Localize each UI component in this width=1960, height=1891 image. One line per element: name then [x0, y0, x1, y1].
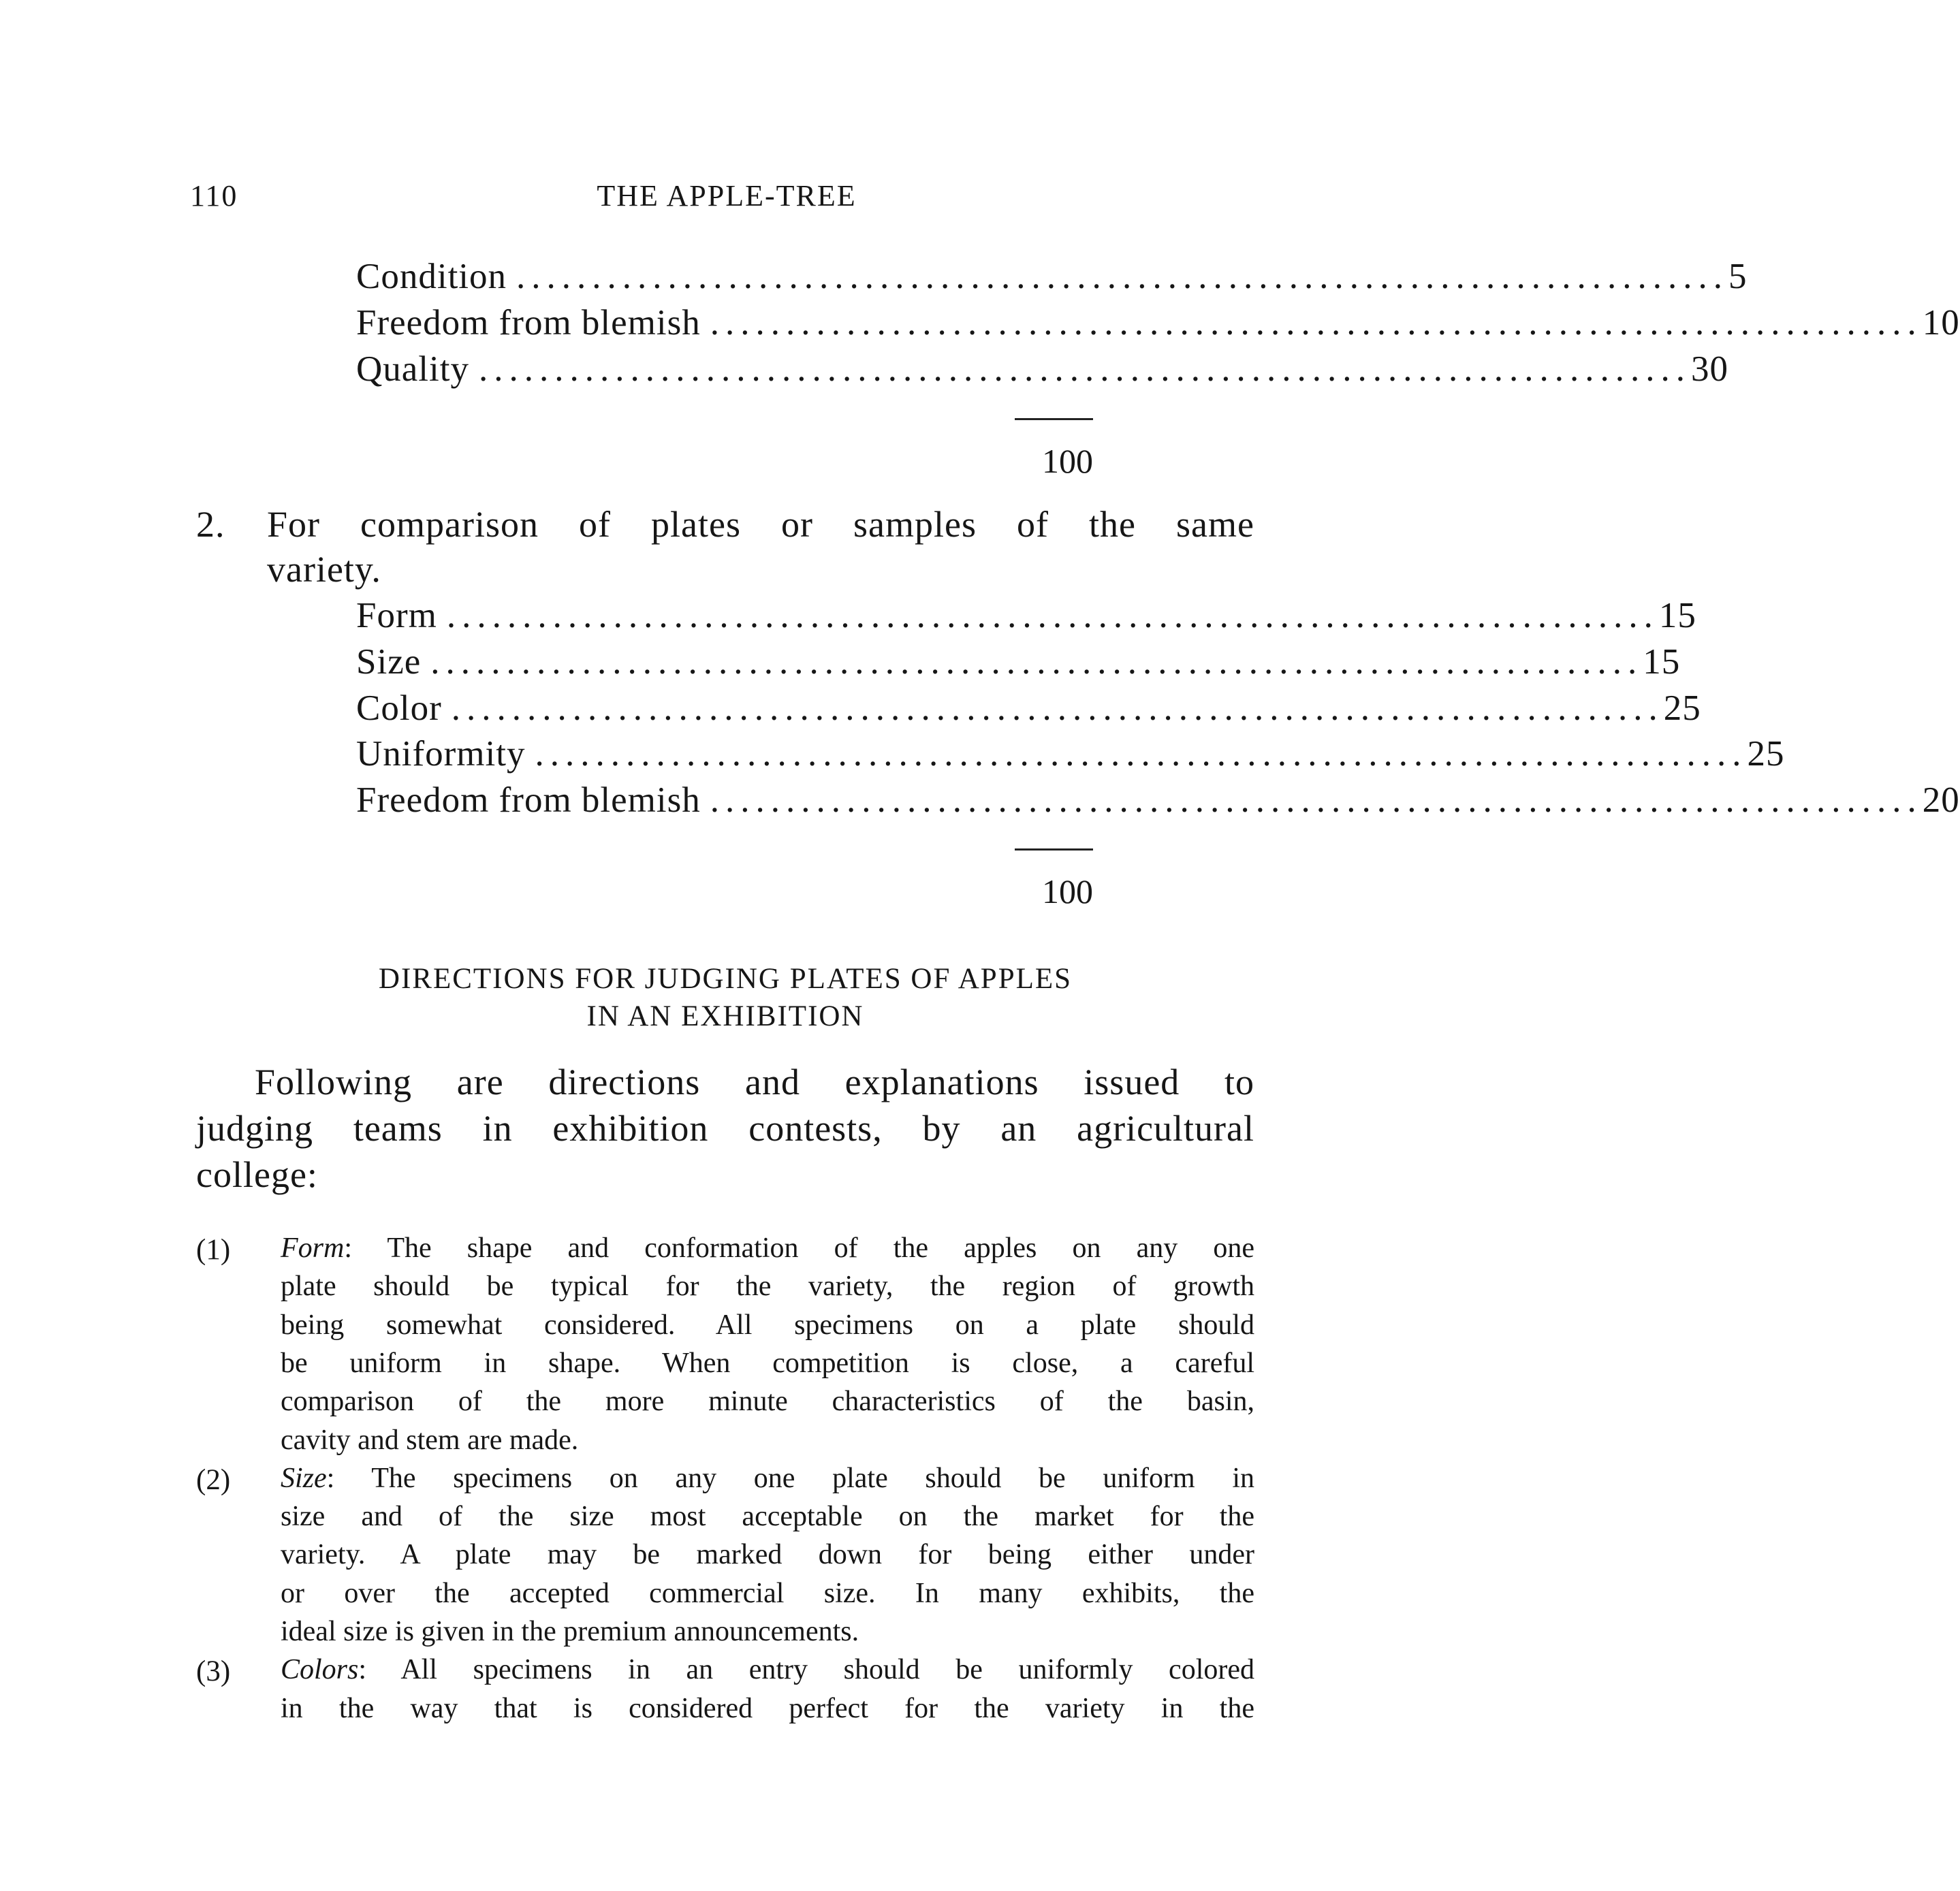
criterion-points: 15 [1658, 596, 1696, 635]
list-item-line: Form: The shape and conformation of the apples on any one [281, 1233, 1254, 1264]
list-item-line: in the way that is considered perfect for the variety in the [281, 1692, 1254, 1724]
score-row [356, 346, 1728, 392]
list-item-number: (2) [196, 1463, 231, 1496]
list-item-line: variety. A plate may be marked down for being either under [281, 1539, 1254, 1571]
table1-total: 100 [1042, 442, 1093, 480]
criterion-label: Condition [356, 257, 507, 296]
criterion-label: Form [356, 596, 437, 635]
list-item-number: (1) [196, 1234, 231, 1266]
list-item-line: plate should be typical for the variety, the region of growth [281, 1271, 1254, 1303]
paragraph-line: college: [196, 1154, 318, 1195]
score-row [356, 253, 1748, 300]
criterion-label: Quality [356, 349, 469, 389]
table2-total: 100 [1042, 872, 1093, 910]
page-number: 110 [190, 179, 238, 212]
section-heading-line: IN AN EXHIBITION [586, 1000, 864, 1032]
score-row [356, 685, 1701, 731]
list-item-line: being somewhat considered. All specimens on a plate should [281, 1309, 1254, 1341]
score-row [356, 777, 1960, 823]
score-row [356, 639, 1681, 685]
score-row [356, 592, 1696, 639]
score-row [356, 731, 1785, 777]
item-text-line: variety. [267, 549, 381, 590]
list-item-line: ideal size is given in the premium announcements. [281, 1616, 859, 1647]
criterion-points: 25 [1663, 688, 1701, 728]
list-item-line: size and of the size most acceptable on the market for the [281, 1501, 1254, 1533]
paragraph-line: judging teams in exhibition contests, by an agricultural [196, 1108, 1254, 1149]
leader-dots: ................................................................................ [446, 596, 1659, 635]
leader-dots: ................................................................................ [535, 734, 1748, 774]
score-row [356, 300, 1960, 346]
list-item-line: or over the accepted commercial size. In many exhibits, the [281, 1577, 1254, 1609]
list-item-term: Size [281, 1462, 327, 1494]
leader-dots: ................................................................................ [516, 257, 1729, 296]
section-heading-line: DIRECTIONS FOR JUDGING PLATES OF APPLES [378, 963, 1073, 995]
leader-dots: ................................................................................ [451, 688, 1664, 728]
criterion-points: 30 [1690, 349, 1728, 389]
criterion-points: 25 [1747, 734, 1785, 774]
list-item-line: be uniform in shape. When competition is close, a careful [281, 1347, 1254, 1379]
list-item-line: Colors: All specimens in an entry should be uniformly colored [281, 1654, 1254, 1686]
leader-dots: ................................................................................ [430, 641, 1643, 682]
criterion-label: Freedom from blemish [356, 302, 701, 343]
leader-dots: ................................................................................ [478, 349, 1691, 389]
leader-dots: ................................................................................ [710, 780, 1923, 821]
total-rule [1015, 418, 1093, 420]
list-item-number: (3) [196, 1655, 231, 1688]
criterion-label: Size [356, 641, 422, 682]
list-item-line: cavity and stem are made. [281, 1424, 579, 1456]
criterion-label: Freedom from blemish [356, 780, 701, 821]
criterion-points: 5 [1728, 257, 1748, 296]
item-text-line: For comparison of plates or samples of the same [267, 504, 1254, 545]
list-item-term: Colors [281, 1654, 359, 1686]
criterion-points: 10 [1922, 302, 1960, 343]
running-title: THE APPLE-TREE [597, 179, 857, 212]
list-item-term: Form [281, 1233, 345, 1264]
total-rule [1015, 848, 1093, 851]
list-item-line: Size: The specimens on any one plate should be uniform in [281, 1462, 1254, 1494]
criterion-label: Color [356, 688, 442, 728]
leader-dots: ................................................................................ [710, 302, 1923, 343]
criterion-label: Uniformity [356, 734, 526, 774]
paragraph-line: Following are directions and explanations issued to [255, 1062, 1254, 1102]
item-number: 2. [196, 504, 225, 545]
list-item-line: comparison of the more minute characteristics of the basin, [281, 1386, 1254, 1418]
criterion-points: 20 [1922, 780, 1960, 821]
criterion-points: 15 [1643, 641, 1681, 682]
